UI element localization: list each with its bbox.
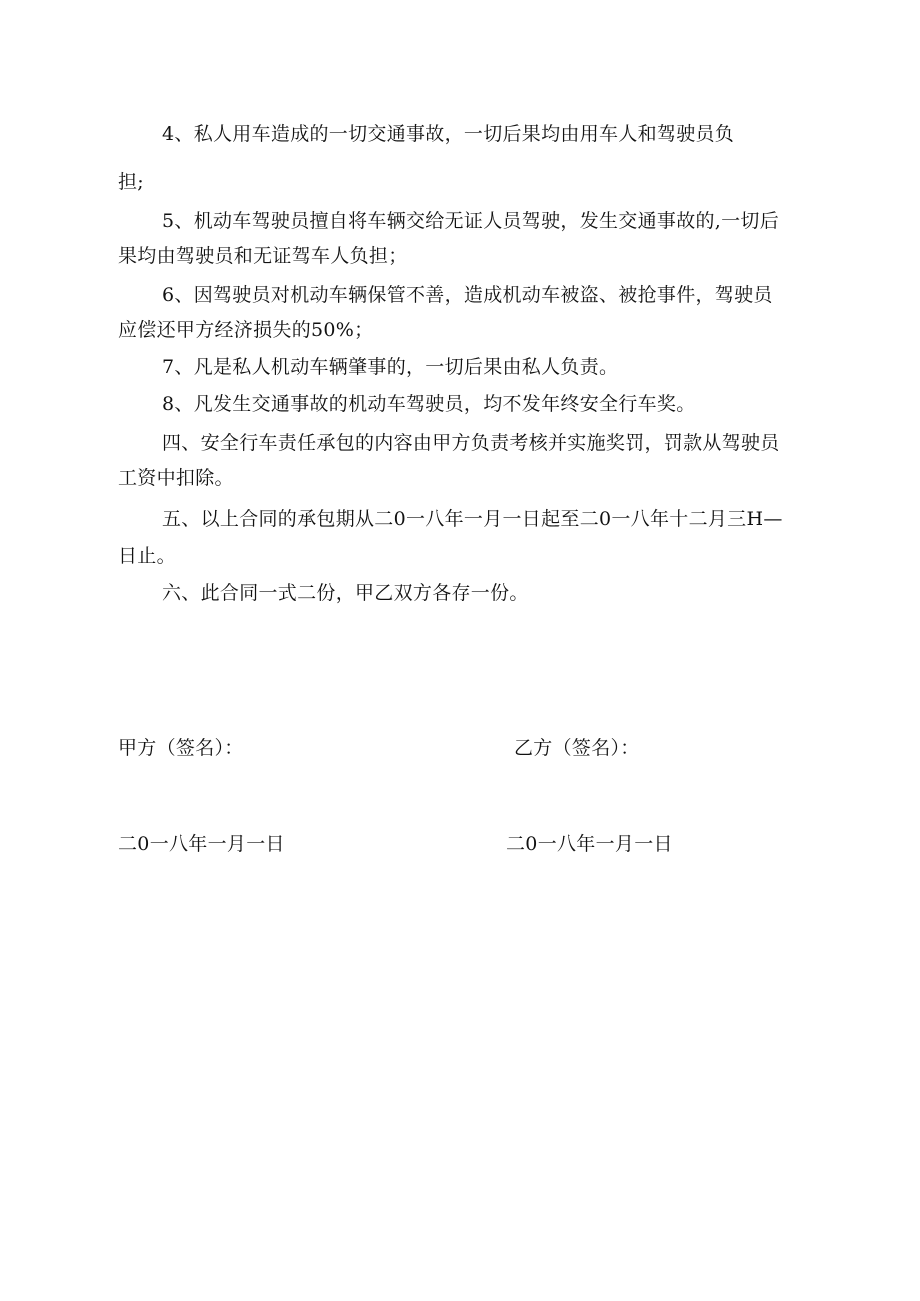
section-6: 六、此合同一式二份，甲乙双方各存一份。 <box>162 582 529 604</box>
section-4-line-1: 四、安全行车责任承包的内容由甲方负责考核并实施奖罚，罚款从驾驶员 <box>162 432 780 454</box>
clause-6-line-2: 应偿还甲方经济损失的50%； <box>118 319 374 341</box>
section-4-line-2: 工资中扣除。 <box>118 467 234 489</box>
party-a-signature-label: 甲方（签名）： <box>118 737 244 759</box>
party-b-date: 二0一八年一月一日 <box>506 833 673 855</box>
party-b-signature-label: 乙方（签名）： <box>514 737 640 759</box>
clause-6-line-1: 6、因驾驶员对机动车辆保管不善，造成机动车被盗、被抢事件，驾驶员 <box>162 284 773 306</box>
clause-8: 8、凡发生交通事故的机动车驾驶员，均不发年终安全行车奖。 <box>162 393 696 415</box>
party-a-date: 二0一八年一月一日 <box>118 833 285 855</box>
section-5-line-2: 日止。 <box>118 545 176 567</box>
clause-7: 7、凡是私人机动车辆肇事的，一切后果由私人负责。 <box>162 356 619 378</box>
clause-5-line-2: 果均由驾驶员和无证驾车人负担； <box>118 245 408 267</box>
section-5-line-1: 五、以上合同的承包期从二0一八年一月一日起至二0一八年十二月三H— <box>162 508 783 530</box>
clause-4-line-1: 4、私人用车造成的一切交通事故，一切后果均由用车人和驾驶员负 <box>162 123 735 145</box>
clause-4-line-2: 担; <box>118 171 145 193</box>
clause-5-line-1: 5、机动车驾驶员擅自将车辆交给无证人员驾驶，发生交通事故的,一切后 <box>162 210 780 232</box>
